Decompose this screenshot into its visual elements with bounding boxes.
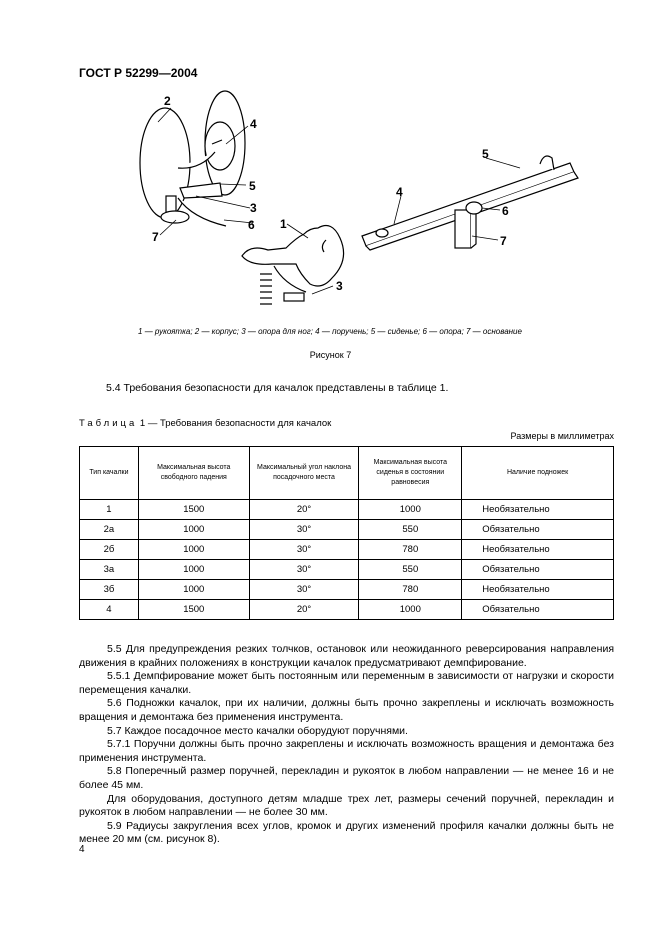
cell: 1000 (359, 600, 462, 620)
table-header-row (80, 447, 614, 500)
table-units: Размеры в миллиметрах (510, 431, 614, 441)
section-5-5-1: 5.5.1 Демпфирование может быть постоянным или переменным в зависимости от нагрузки и скорости перемещения качалки. (79, 670, 614, 696)
cell: 1500 (138, 500, 249, 520)
cell: Необязательно (462, 540, 614, 560)
col-header: Максимальная высота сиденья в состоянии равновесия (359, 447, 462, 500)
cell: 1500 (138, 600, 249, 620)
cell: 2а (80, 520, 139, 540)
cell: Обязательно (462, 520, 614, 540)
cell: 1000 (138, 560, 249, 580)
figure-legend: 1 — рукоятка; 2 — корпус; 3 — опора для ног; 4 — поручень; 5 — сиденье; 6 — опора; 7 — основание (138, 327, 522, 336)
section-5-5: 5.5 Для предупреждения резких толчков, остановок или неожиданного реверсирования направления движения в крайних положениях в конструкции качалок предусматривают демпфирование. (79, 643, 614, 669)
cell: 1000 (359, 500, 462, 520)
cell: 1000 (138, 520, 249, 540)
cell: 3а (80, 560, 139, 580)
page-number: 4 (79, 844, 85, 855)
table-title-prefix: Таблица (79, 418, 138, 429)
table-row (80, 560, 614, 580)
cell: Обязательно (462, 560, 614, 580)
col-header: Максимальная высота свободного падения (138, 447, 249, 500)
section-5-7: 5.7 Каждое посадочное место качалки оборудуют поручнями. (107, 724, 408, 737)
col-header: Наличие подножек (462, 447, 614, 500)
callout-5b: 5 (482, 147, 489, 161)
callout-1: 1 (280, 217, 287, 231)
cell: 30° (249, 540, 359, 560)
cell: Необязательно (462, 580, 614, 600)
cell: 30° (249, 520, 359, 540)
cell: 780 (359, 580, 462, 600)
callout-6b: 6 (502, 204, 509, 218)
cell: 3б (80, 580, 139, 600)
cell: 1000 (138, 580, 249, 600)
section-5-6: 5.6 Подножки качалок, при их наличии, должны быть прочно закреплены и исключать возможность вращения и демонтажа без применения инструмента. (79, 697, 614, 723)
section-5-9: 5.9 Радиусы закругления всех углов, кромок и других изменений профиля качалки должны быть не менее 20 мм (см. рисунок 8). (79, 819, 614, 846)
cell: 4 (80, 600, 139, 620)
cell: 20° (249, 500, 359, 520)
table-title-rest: 1 — Требования безопасности для качалок (139, 418, 332, 429)
cell: 550 (359, 560, 462, 580)
seesaw-drawing (362, 156, 578, 250)
cell: 550 (359, 520, 462, 540)
callout-4b: 4 (396, 185, 403, 199)
figure-rocking-toys (100, 88, 600, 323)
col-header: Максимальный угол наклона посадочного места (249, 447, 359, 500)
cell: 1000 (138, 540, 249, 560)
cell: 30° (249, 580, 359, 600)
table-row (80, 520, 614, 540)
rocker-seat-drawing (140, 91, 245, 226)
section-5-8: 5.8 Поперечный размер поручней, перекладин и рукояток в любом направлении — не менее 16 и не более 45 мм. (79, 765, 614, 791)
cell: 780 (359, 540, 462, 560)
callout-6: 6 (248, 218, 255, 232)
callout-7: 7 (152, 230, 159, 244)
callout-3b: 3 (336, 279, 343, 293)
body-text (79, 643, 614, 847)
cell: 20° (249, 600, 359, 620)
callout-4: 4 (250, 117, 257, 131)
table-row (80, 540, 614, 560)
callout-2: 2 (164, 94, 171, 108)
table-title (79, 418, 331, 429)
cell: 1 (80, 500, 139, 520)
callout-5: 5 (249, 179, 256, 193)
callout-3: 3 (250, 201, 257, 215)
cell: Обязательно (462, 600, 614, 620)
cell: 30° (249, 560, 359, 580)
document-header: ГОСТ Р 52299—2004 (79, 66, 198, 80)
table-row (80, 600, 614, 620)
cell: 2б (80, 540, 139, 560)
table-row (80, 580, 614, 600)
section-5-4: 5.4 Требования безопасности для качалок представлены в таблице 1. (106, 382, 449, 394)
section-5-7-1: 5.7.1 Поручни должны быть прочно закреплены и исключать возможность вращения и демонтажа без применения инструмента. (79, 738, 614, 764)
col-header: Тип качалки (80, 447, 139, 500)
safety-requirements-table (79, 446, 614, 620)
section-5-8-note: Для оборудования, доступного детям младше трех лет, размеры сечений поручней, перекладин и рукояток в любом направлении — не более 30 мм. (79, 792, 614, 819)
figure-title: Рисунок 7 (309, 350, 352, 360)
cell: Необязательно (462, 500, 614, 520)
spring-rocker-drawing (242, 226, 344, 304)
table-row (80, 500, 614, 520)
callout-7b: 7 (500, 234, 507, 248)
